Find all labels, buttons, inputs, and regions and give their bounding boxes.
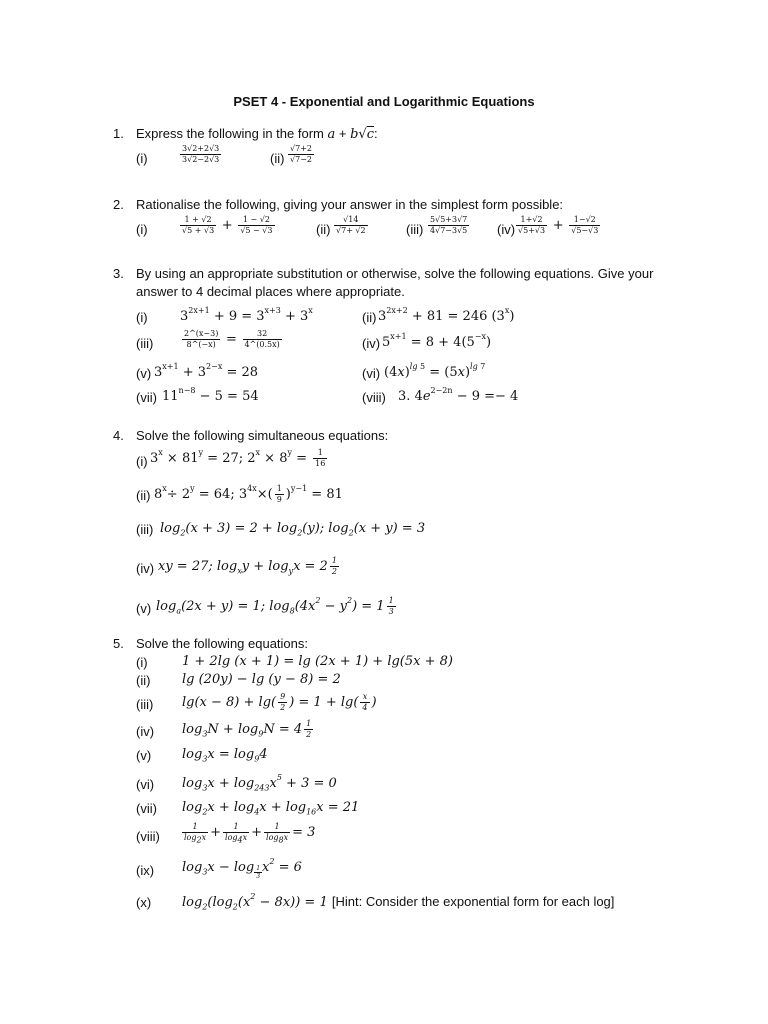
q4-i-fraction <box>313 448 327 469</box>
q5-part-vii-equation: $\log_2x + \log_4x + \log_{16}x = 21$ <box>182 800 360 817</box>
q3-part-viii-label: (viii) <box>362 390 386 405</box>
q5-part-vii-label: (vii) <box>136 801 157 816</box>
q4-v-fraction <box>387 596 396 617</box>
q2-iv-f2-denominator: √5−√3 <box>571 226 599 235</box>
q4-iv-numerator: 1 <box>331 556 337 565</box>
q3-part-ii-label: (ii) <box>362 310 377 325</box>
q4-i-numerator: 1 <box>313 448 327 459</box>
q5-part-iv-equation: $\log_3N + \log_9N = 4$ $\frac{1}{2}$ <box>182 719 312 739</box>
q2-iv-plus: + <box>552 217 564 233</box>
q1-ii-denominator: √7−2 <box>290 155 312 164</box>
q3-part-v-equation: $3^{x+1} + 3^{2-x} = 28$ <box>154 361 259 380</box>
q3-part-v-label: (v) <box>136 366 152 381</box>
q5-ix-base-denominator: 3 <box>256 873 261 881</box>
q3-part-vii-equation: $11^{n-8} - 5 = 54$ <box>162 385 259 404</box>
q5-ix-base-numerator: 1 <box>256 865 261 873</box>
question-5-number: 5. <box>113 636 124 651</box>
q2-part-ii-label: (ii) <box>316 222 331 237</box>
q2-i-f1-numerator: 1 + √2 <box>180 215 216 226</box>
q1-i-denominator: 3√2−2√3 <box>182 155 220 164</box>
q1-ii-fraction <box>288 144 314 165</box>
question-5-text: Solve the following equations: <box>136 636 309 651</box>
q5-iii-fraction-1 <box>278 692 287 713</box>
q5-x-hint: [Hint: Consider the exponential form for each log] <box>331 894 615 909</box>
q2-part-ii-expression <box>332 215 370 236</box>
q3-part-iv-equation: $5^{x+1} = 8 + 4(5^{-x})$ <box>382 331 492 350</box>
q5-viii-f1-denominator: $\log_2x$ <box>184 833 207 845</box>
q2-iv-fraction-2 <box>569 215 600 236</box>
q5-part-iii-equation: lg(x − 8) + lg( $\frac{9}{2}$ ) = 1 + lg( $\frac{x}{4}$ ) <box>182 692 377 712</box>
q4-iv-denominator: 2 <box>331 567 337 576</box>
q5-viii-fraction-1 <box>182 822 208 843</box>
q5-iv-fraction <box>304 719 313 740</box>
q5-iii-f2-denominator: 4 <box>362 703 368 712</box>
q2-iii-numerator: 5√5+3√7 <box>430 215 468 224</box>
q5-iii-f1-numerator: 9 <box>280 692 286 701</box>
q4-part-v-equation: $\log_a(2x + y) = 1$; $\log_8(4x^2 - y^2) = 1$ $\frac{1}{3}$ <box>156 595 394 616</box>
q3-part-ii-equation: $3^{2x+2} + 81 = 246$ (3$^x$) <box>378 305 515 324</box>
q2-ii-numerator: √14 <box>334 215 368 226</box>
q4-ii-fraction <box>275 484 284 505</box>
q2-i-fraction-1 <box>180 215 216 236</box>
q3-part-iii-label: (iii) <box>136 336 154 351</box>
q3-iii-f2-numerator: 32 <box>243 329 282 340</box>
q5-part-v-label: (v) <box>136 748 152 763</box>
q4-iv-fraction <box>330 556 339 577</box>
q2-i-f1-denominator: √5 + √3 <box>182 226 215 235</box>
q2-part-iii-expression <box>426 215 471 236</box>
q1-ii-numerator: √7+2 <box>290 144 312 153</box>
question-3-text-line-2: answer to 4 decimal places where appropriate. <box>136 284 405 299</box>
q1-i-numerator: 3√2+2√3 <box>182 144 220 153</box>
q2-i-plus: + <box>221 217 233 233</box>
q1-part-ii-label: (ii) <box>270 151 285 166</box>
q5-iv-numerator: 1 <box>306 719 312 728</box>
q4-ii-denominator: 9 <box>276 495 282 504</box>
q3-part-i-label: (i) <box>136 310 148 325</box>
q5-part-ix-equation: $\log_3x - \log$ $_{\frac{1}{3}}$ $x^2 = 6$ <box>182 856 302 881</box>
question-1-text: Express the following in the form a + b√c: <box>136 126 378 142</box>
q5-viii-fraction-3 <box>264 822 290 843</box>
q5-part-x-equation: $\log_2(\log_2(x^2 - 8x)) = 1$ [Hint: Consider the exponential form for each log] <box>182 891 615 912</box>
q4-i-denominator: 16 <box>315 459 326 468</box>
page-title: PSET 4 - Exponential and Logarithmic Equations <box>233 94 535 109</box>
question-1-number: 1. <box>113 126 124 141</box>
q4-v-denominator: 3 <box>388 607 394 616</box>
question-2-number: 2. <box>113 197 124 212</box>
q3-part-vi-label: (vi) <box>362 366 381 381</box>
q1-part-i-label: (i) <box>136 151 148 166</box>
question-4-number: 4. <box>113 428 124 443</box>
q5-iv-denominator: 2 <box>306 730 312 739</box>
q5-viii-f1-numerator: 1 <box>182 822 208 833</box>
q2-part-i-expression <box>178 215 277 236</box>
q3-iii-fraction-2 <box>243 329 282 350</box>
q3-part-iii-equation <box>180 329 284 350</box>
q3-iii-f1-denominator: 8^(−x) <box>186 340 216 349</box>
q2-part-iv-label: (iv) <box>497 222 516 237</box>
q5-part-viii-label: (viii) <box>136 829 160 844</box>
q2-i-fraction-2 <box>238 215 274 236</box>
q2-ii-fraction <box>334 215 368 236</box>
q5-viii-f2-numerator: 1 <box>223 822 249 833</box>
q1-i-fraction <box>180 144 221 165</box>
q5-part-i-equation: 1 + 2lg (x + 1) = lg (2x + 1) + lg(5x + 8) <box>182 654 453 669</box>
q5-part-ii-equation: lg (20y) − lg (y − 8) = 2 <box>182 672 341 687</box>
q5-part-x-label: (x) <box>136 895 152 910</box>
q4-part-ii-equation: $8^x\div 2^y = 64$; $3^{4x}\times$( $\frac{1}{9}$ )$^{y-1}$ = 81 <box>154 483 343 504</box>
q4-ii-numerator: 1 <box>276 484 282 493</box>
question-3-number: 3. <box>113 266 124 281</box>
q4-part-iv-label: (iv) <box>136 561 155 576</box>
q4-part-i-label: (i) <box>136 454 148 469</box>
question-4-text: Solve the following simultaneous equations: <box>136 428 389 443</box>
q5-iii-f1-denominator: 2 <box>280 703 286 712</box>
q5-part-iv-label: (iv) <box>136 724 155 739</box>
q2-ii-denominator: √7+ √2 <box>336 226 366 235</box>
q4-v-numerator: 1 <box>388 596 394 605</box>
q1-part-i-expression <box>178 144 223 165</box>
question-2-text: Rationalise the following, giving your answer in the simplest form possible: <box>136 197 564 212</box>
q1-part-ii-expression <box>286 144 316 165</box>
q4-part-i-equation: $3^x \times 81^y = 27$; $2^x \times 8^y$ = $\frac{1}{16}$ <box>150 447 326 468</box>
q2-iv-f1-numerator: 1+√2 <box>516 215 547 226</box>
q2-i-f2-denominator: √5 − √3 <box>240 226 273 235</box>
q3-iii-fraction-1 <box>182 329 220 350</box>
q5-part-vi-label: (vi) <box>136 777 155 792</box>
q2-part-iv-expression <box>514 215 602 236</box>
q3-part-vii-label: (vii) <box>136 390 157 405</box>
q5-ix-base-fraction <box>254 865 262 880</box>
q3-iii-equals: = <box>225 331 237 347</box>
q2-iii-fraction <box>428 215 469 236</box>
q5-part-ix-label: (ix) <box>136 863 155 878</box>
q5-viii-fraction-2 <box>223 822 249 843</box>
q2-part-i-label: (i) <box>136 222 148 237</box>
q2-iv-f2-numerator: 1−√2 <box>569 215 600 226</box>
q5-part-iii-label: (iii) <box>136 697 154 712</box>
question-3-text <box>136 265 656 301</box>
q5-viii-f2-denominator: $\log_4x$ <box>225 833 248 845</box>
q5-part-i-label: (i) <box>136 655 148 670</box>
q3-part-vi-equation: $(4x)^{lg 5} = (5x)^{lg 7}$ <box>384 361 486 380</box>
q2-i-f2-numerator: 1 − √2 <box>238 215 274 226</box>
q3-part-iv-label: (iv) <box>362 336 381 351</box>
q3-iii-f1-numerator: 2^(x−3) <box>184 329 219 338</box>
q2-iii-denominator: 4√7−3√5 <box>430 226 468 235</box>
q4-part-iii-equation: $\log_2(x + 3) = 2 + \log_2(y)$; $\log_2(x + y) = 3$ <box>160 521 426 538</box>
q5-part-viii-equation: $\frac{1}{\log_2x}$ + $\frac{1}{\log_4x}$ + $\frac{1}{\log_8x}$ = 3 <box>184 822 316 845</box>
q5-viii-f3-numerator: 1 <box>264 822 290 833</box>
question-3-text-line-1: By using an appropriate substitution or otherwise, solve the following equations. Give your <box>136 266 654 281</box>
q3-iii-f2-denominator: 4^(0.5x) <box>244 340 280 349</box>
q5-iii-fraction-2 <box>360 692 369 713</box>
q2-part-iii-label: (iii) <box>406 222 424 237</box>
q5-iii-f2-numerator: x <box>360 692 369 703</box>
q4-part-iii-label: (iii) <box>136 522 154 537</box>
q3-part-viii-equation: 3. $4e^{2-2n} - 9 =- 4$ <box>398 385 519 404</box>
q2-iv-f1-denominator: √5+√3 <box>518 226 546 235</box>
q2-iv-fraction-1 <box>516 215 547 236</box>
q5-part-vi-equation: $\log_3x + \log_{243}x^5 + 3 = 0$ <box>182 772 337 793</box>
q5-part-ii-label: (ii) <box>136 673 151 688</box>
q4-part-v-label: (v) <box>136 601 152 616</box>
q4-part-iv-equation: xy = 27; $\log_xy + \log_yx = 2$ $\frac{1}{2}$ <box>158 556 337 576</box>
q5-part-v-equation: $\log_3x = \log_94$ <box>182 747 268 764</box>
q4-part-ii-label: (ii) <box>136 488 151 503</box>
q5-viii-f3-denominator: $\log_8x$ <box>266 833 289 845</box>
q3-part-i-equation: $3^{2x+1} + 9 = 3^{x+3} + 3^x$ <box>180 305 313 324</box>
